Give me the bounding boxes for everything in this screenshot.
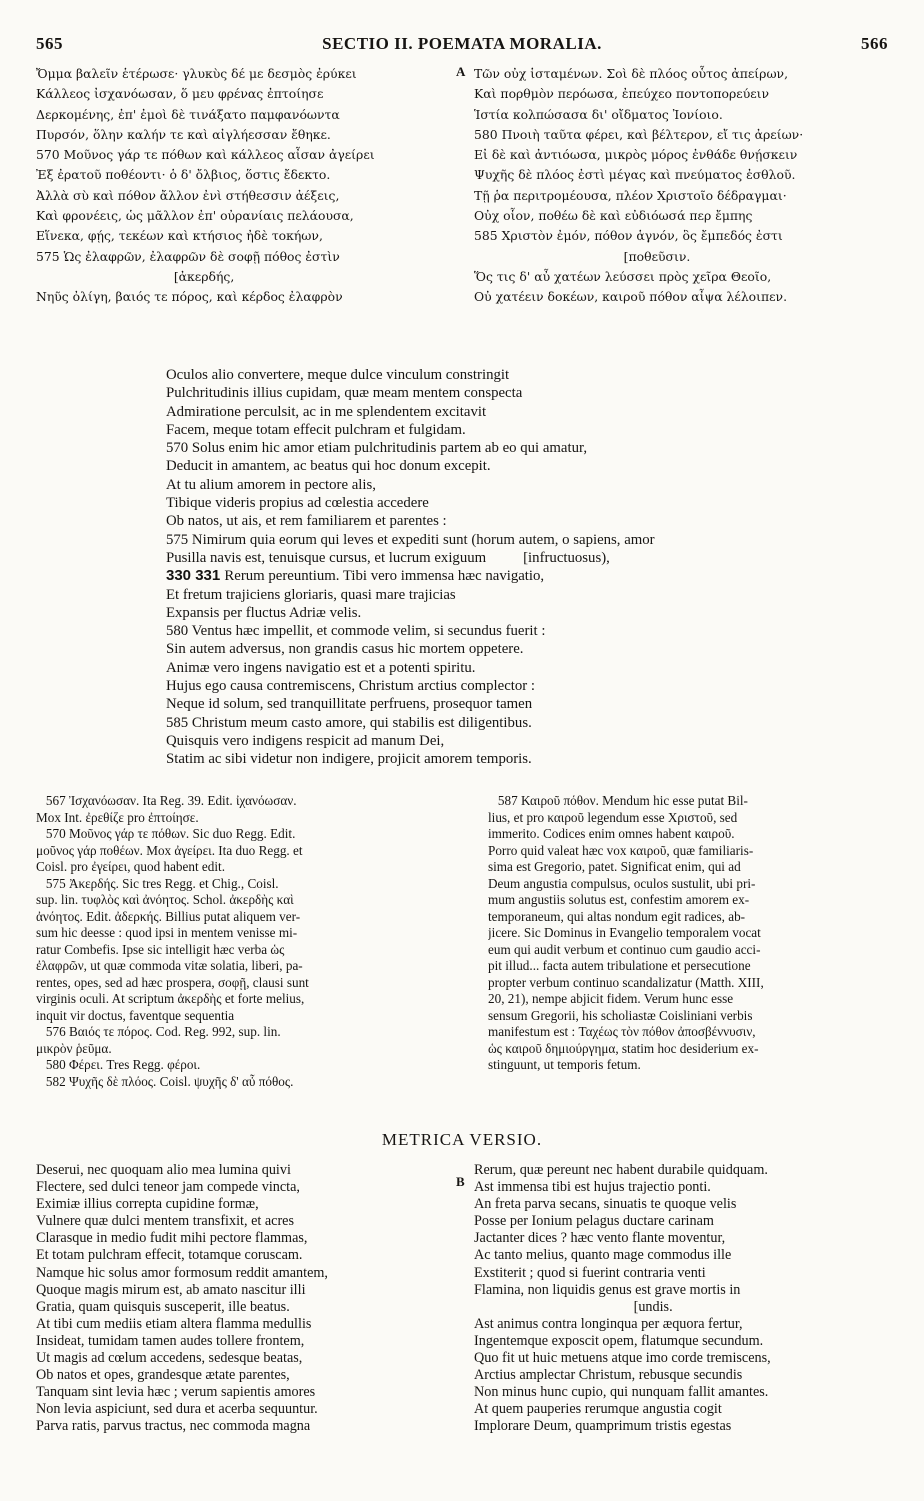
metrical-verse-line: Implorare Deum, quamprimum tristis egestas — [474, 1418, 732, 1435]
footnote-line: rentes, opes, sed ad hæc prospera, σοφῇ, clausi sunt — [36, 974, 309, 990]
footnote-line: Deum angustia compulsus, oculos sustulit, ubi pri- — [488, 875, 756, 891]
footnote-line: Coisl. pro ἐγείρει, quod habent edit. — [36, 859, 225, 874]
greek-verse-line: [ποθεῦσιν. — [474, 248, 691, 264]
metrical-verse-line: Non minus hunc cupio, qui nunquam fallit amantes. — [474, 1384, 769, 1401]
metrical-verse-line: Deserui, nec quoquam alio mea lumina quivi — [36, 1162, 291, 1178]
metrical-verse-line: At tibi cum mediis etiam altera flamma medullis — [36, 1315, 312, 1332]
metrical-verse-line: Insideat, tumidam tamen audes tollere frontem, — [36, 1332, 305, 1349]
footnote-line: Mox Int. ἐρεθίζε pro ἐπτοίησε. — [36, 809, 199, 825]
latin-prose-line: Statim ac sibi videtur non indigere, projicit amorem temporis. — [166, 751, 532, 768]
metrical-verse-line: Eximiæ illius correpta cupidine formæ, — [36, 1196, 259, 1213]
greek-verse-line: Ἀλλὰ σὺ καὶ πόθον ἄλλον ἐνὶ στήθεσσιν ἀέξεις, — [36, 187, 340, 203]
metrical-verse-line: Ut magis ad cœlum accedens, sedesque beatas, — [36, 1350, 303, 1367]
footnote-line: 587 Καιροῦ πόθον. Mendum hic esse putat Bil- — [488, 793, 748, 808]
greek-verse-line: Τῇ ῥα περιτρομέουσα, πλέον Χριστοῖο δέδραγμαι· — [474, 187, 787, 203]
page-number-right: 566 — [861, 34, 888, 53]
footnote-line: ratur Combefis. Ipse sic intelligit hæc verba ὡς — [36, 941, 285, 957]
footnote-line: propter verbum continuo scandalizatur (Matth. XIII, — [488, 974, 764, 990]
footnote-line: virginis oculi. At scriptum ἀκερδὴς et forte melius, — [36, 991, 305, 1006]
metrical-verse-line: Exstiterit ; quod si fuerint contraria venti — [474, 1264, 706, 1281]
metrical-verse-line: Ac tanto melius, quanto mage commodus ille — [474, 1247, 732, 1264]
latin-prose-line: 575 Nimirum quia eorum qui leves et expediti sunt (horum autem, o sapiens, amor — [166, 531, 655, 548]
latin-prose-line: Expansis per fluctus Adriæ velis. — [166, 604, 362, 621]
greek-verse-line: Κάλλεος ἰσχανόωσαν, ὅ μευ φρένας ἐπτοίησε — [36, 86, 324, 102]
footnote-line: temporaneum, qui altas nondum egit radices, ab- — [488, 908, 746, 924]
footnote-line: mum angustiis solutus est, confestim amorem ex- — [488, 892, 750, 907]
footnote-line: sima est Gregorio, patet. Significat enim, qui ad — [488, 859, 741, 874]
greek-text-left-column — [36, 64, 474, 308]
metrical-verse-line: Namque hic solus amor formosum reddit amantem, — [36, 1264, 328, 1281]
metrical-verse-line: Et totam pulchram effecit, totamque coruscam. — [36, 1247, 303, 1264]
latin-prose-line: Sin autem adversus, non grandis casus hic mortem oppetere. — [166, 641, 524, 658]
greek-verse-line: Εἵνεκα, φῄς, τεκέων καὶ κτήσιος ἠδὲ τοκήων, — [36, 228, 323, 244]
greek-verse-line: 585 Χριστὸν ἐμόν, πόθον ἁγνόν, ὃς ἔμπεδός ἐστι — [474, 228, 783, 244]
latin-prose-line: Neque id solum, sed tranquillitate perfruens, prosequor tamen — [166, 696, 533, 713]
greek-verse-line: 580 Πνοιὴ ταῦτα φέρει, καὶ βέλτερον, εἴ τις ἀρείων· — [474, 126, 804, 142]
latin-prose-line: At tu alium amorem in pectore alis, — [166, 476, 376, 493]
footnote-line: stinguunt, ut temporis fetum. — [488, 1057, 641, 1072]
latin-prose-line: Facem, meque totam effecit pulchram et fulgidam. — [166, 421, 466, 438]
page-number-left: 565 — [36, 34, 63, 53]
greek-verse-line: [ἀκερδής, — [36, 268, 235, 284]
footnote-line: μοῦνος γάρ ποθέων. Mox ἀγείρει. Ita duo Regg. et — [36, 842, 303, 858]
latin-prose-line: Ob natos, ut ais, et rem familiarem et parentes : — [166, 513, 447, 530]
greek-verse-line: 575 Ὡς ἐλαφρῶν, ἐλαφρῶν δὲ σοφῇ πόθος ἐστὶν — [36, 248, 340, 264]
metrical-verse-line: An freta parva secans, sinuatis te quoque velis — [474, 1196, 737, 1213]
greek-verse-line: Καὶ φρονέεις, ὡς μᾶλλον ἐπ' οὐρανίαις πελάουσα, — [36, 208, 354, 224]
footnote-line: ἐλαφρῶν, ut quæ commoda vitæ solatia, liberi, pa- — [36, 958, 303, 973]
metrical-verse-line: Ast immensa tibi est hujus trajectio ponti. — [474, 1179, 711, 1196]
metrical-verse-line: Flamina, non liquidis genus est grave mortis in — [474, 1281, 741, 1298]
metrica-versio-heading: METRICA VERSIO. — [381, 1130, 543, 1149]
latin-prose-translation — [166, 366, 876, 769]
footnote-line: 575 Ἀκερδής. Sic tres Regg. et Chig., Coisl. — [36, 875, 279, 891]
footnote-line: manifestum est : Ταχέως τὸν πόθον ἀποσβέννυσιν, — [488, 1024, 756, 1039]
metrical-verse-line: Ast animus contra longinqua per æquora fertur, — [474, 1315, 743, 1332]
metrical-verse-line: Non levia aspiciunt, sed dura et acerba sequuntur. — [36, 1401, 318, 1418]
metrical-verse-line: Quoque magis mirum est, ab amato nascitur illi — [36, 1281, 306, 1298]
footnote-line: inquit vir doctus, faventque sequentia — [36, 1007, 235, 1023]
margin-marker-a: A — [456, 64, 466, 79]
greek-verse-line: Τῶν οὐχ ἱσταμένων. Σοὶ δὲ πλόος οὗτος ἀπείρων, — [474, 66, 789, 81]
greek-verse-line: Ἱστία κολπώσασα δι' οἴδματος Ἰονίοιο. — [474, 106, 723, 122]
greek-verse-line: Εἰ δὲ καὶ ἀντιόωσα, μικρὸς μόρος ἐνθάδε θνῄσκειν — [474, 147, 798, 163]
footnote-line: sup. lin. τυφλὸς καὶ ἀνόητος. Schol. ἀκερδὴς καὶ — [36, 892, 294, 907]
latin-prose-line: Et fretum trajiciens gloriaris, quasi mare trajicias — [166, 586, 456, 603]
latin-prose-line: 330 331 Rerum pereuntium. Tibi vero immensa hæc navigatio, — [166, 567, 545, 585]
footnote-line: immerito. Codices enim omnes habent καιροῦ. — [488, 826, 735, 841]
footnote-line: lius, et pro καιροῦ legendum esse Χριστοῦ, sed — [488, 809, 738, 825]
metrical-verse-line: At quem pauperies rerumque angustia cogit — [474, 1401, 722, 1418]
latin-prose-line: 585 Christum meum casto amore, qui stabilis est diligentibus. — [166, 714, 532, 731]
latin-prose-line: Pusilla navis est, tenuisque cursus, et lucrum exiguum [infructuosus), — [166, 549, 610, 566]
metrical-verse-line: Jactanter dices ? hæc vento flante moventur, — [474, 1230, 726, 1247]
latin-prose-line: Animæ vero ingens navigatio est et a potenti spiritu. — [166, 659, 476, 676]
metrical-verse-line: Quo fit ut huic metuens atque imo corde tremiscens, — [474, 1350, 771, 1367]
footnotes-left-column — [36, 793, 464, 1090]
greek-verse-line: Ὄμμα βαλεῖν ἑτέρωσε· γλυκὺς δέ με δεσμὸς ἐρύκει — [36, 66, 357, 81]
latin-prose-line: Hujus ego causa contremiscens, Christum arctius complector : — [166, 678, 536, 695]
latin-prose-line: Deducit in amantem, ac beatus qui hoc donum excepit. — [166, 458, 491, 475]
latin-prose-line: Pulchritudinis illius cupidam, quæ meam mentem conspecta — [166, 385, 523, 402]
greek-verse-line: Οὐχ οἷον, ποθέω δὲ καὶ εὐδιόωσά περ ἔμπης — [474, 208, 753, 224]
footnote-line: ὡς καιροῦ δημιούργημα, statim hoc desiderium ex- — [488, 1040, 759, 1056]
page-header — [36, 34, 888, 56]
footnote-line: 570 Μοῦνος γάρ τε πόθων. Sic duo Regg. Edit. — [36, 826, 296, 841]
footnote-line: ἀνόητος. Edit. ἀδερκής. Billius putat aliquem ver- — [36, 908, 301, 924]
latin-prose-line: Oculos alio convertere, meque dulce vinculum constringit — [166, 367, 510, 383]
greek-verse-line: Ψυχῆς δὲ πλόος ἐστὶ μέγας καὶ πνεύματος ἐσθλοῦ. — [474, 167, 796, 183]
greek-verse-line: Δερκομένης, ἐπ' ἐμοὶ δὲ τινάξατο παμφανόωντα — [36, 106, 340, 122]
latin-prose-line: 570 Solus enim hic amor etiam pulchritudinis partem ab eo qui amatur, — [166, 440, 588, 457]
footnote-line: 576 Βαιός τε πόρος. Cod. Reg. 992, sup. lin. — [36, 1024, 281, 1039]
footnote-line: sensum Gregorii, his scholiastæ Coisliniani verbis — [488, 1007, 753, 1023]
footnote-line: 20, 21), nempe abjicit fidem. Verum hunc esse — [488, 991, 734, 1006]
footnote-line: jicere. Sic Dominus in Evangelio temporalem vocat — [488, 925, 761, 940]
greek-verse-line: Ἐξ ἐρατοῦ ποθέοντι· ὁ δ' ὄλβιος, ὅστις ἔδεκτο. — [36, 167, 331, 183]
footnote-line: 580 Φέρει. Tres Regg. φέροι. — [36, 1057, 201, 1072]
footnote-line: 582 Ψυχῆς δὲ πλόος. Coisl. ψυχῆς δ' αὖ πόθος. — [36, 1073, 294, 1089]
metrical-version-right-column — [474, 1162, 890, 1436]
footnote-line: eum qui audit verbum et continuo cum gaudio acci- — [488, 941, 761, 957]
margin-marker-b: B — [456, 1174, 465, 1189]
metrical-verse-line: Tanquam sint levia hæc ; verum sapientis amores — [36, 1384, 316, 1401]
metrical-verse-line: Gratia, quam quisquis susceperit, ille beatus. — [36, 1298, 290, 1315]
greek-text-right-column — [474, 64, 890, 308]
latin-prose-line: Admiratione perculsit, ac in me splendentem excitavit — [166, 403, 487, 420]
greek-verse-line: Καὶ πορθμὸν περόωσα, ἐπεύχεο ποντοπορεύειν — [474, 86, 770, 102]
footnote-line: pit illud... facta autem tribulatione et persecutione — [488, 958, 751, 973]
metrical-verse-line: Clarasque in medio fudit mihi pectore flammas, — [36, 1230, 308, 1247]
metrical-verse-line: Vulnere quæ dulci mentem transfixit, et acres — [36, 1213, 294, 1230]
footnote-line: Porro quid valeat hæc vox καιροῦ, quæ familiaris- — [488, 842, 754, 858]
metrical-verse-line: Ingentemque exposcit opem, flatumque secundum. — [474, 1332, 764, 1349]
latin-prose-line: Tibique videris propius ad cœlestia accedere — [166, 495, 429, 512]
greek-verse-line: Οὐ χατέειν δοκέων, καιροῦ πόθον αἶψα λέλοιπεν. — [474, 289, 788, 305]
metrical-verse-line: Ob natos et opes, grandesque ætate parentes, — [36, 1367, 290, 1384]
footnote-line: sum hic deesse : quod ipsi in mentem venisse mi- — [36, 925, 298, 940]
metrical-verse-line: Rerum, quæ pereunt nec habent durabile quidquam. — [474, 1162, 768, 1178]
latin-prose-line: Quisquis vero indigens respicit ad manum Dei, — [166, 732, 445, 749]
running-title: SECTIO II. POEMATA MORALIA. — [322, 34, 602, 53]
latin-prose-line: 580 Ventus hæc impellit, et commode velim, si secundus fuerit : — [166, 623, 546, 640]
greek-verse-line: Πυρσόν, ὅλην καλήν τε καὶ αἰγλήεσσαν ἔθηκε. — [36, 126, 331, 142]
column-reference-number: 330 331 — [166, 567, 225, 585]
footnote-line: μικρὸν ῥεῦμα. — [36, 1040, 112, 1056]
greek-verse-line: Νηῦς ὀλίγη, βαιός τε πόρος, καὶ κέρδος ἐλαφρὸν — [36, 289, 343, 305]
footnotes-right-column — [488, 793, 888, 1074]
greek-verse-line: Ὅς τις δ' αὖ χατέων λεύσσει πρὸς χεῖρα Θεοῖο, — [474, 268, 772, 284]
metrical-version-left-column — [36, 1162, 456, 1436]
metrical-verse-line: Posse per Ionium pelagus ductare carinam — [474, 1213, 714, 1230]
metrical-verse-line: Flectere, sed dulci teneor jam compede vincta, — [36, 1179, 300, 1196]
greek-verse-line: 570 Μοῦνος γάρ τε πόθων καὶ κάλλεος αἶσαν ἀγείρει — [36, 147, 375, 163]
metrical-verse-line: [undis. — [474, 1298, 673, 1315]
metrical-verse-line: Parva ratis, parvus tractus, nec commoda magna — [36, 1418, 311, 1435]
footnote-line: 567 Ἰσχανόωσαν. Ita Reg. 39. Edit. ἰχανόωσαν. — [36, 793, 297, 808]
metrical-verse-line: Arctius amplectar Christum, rebusque secundis — [474, 1367, 743, 1384]
